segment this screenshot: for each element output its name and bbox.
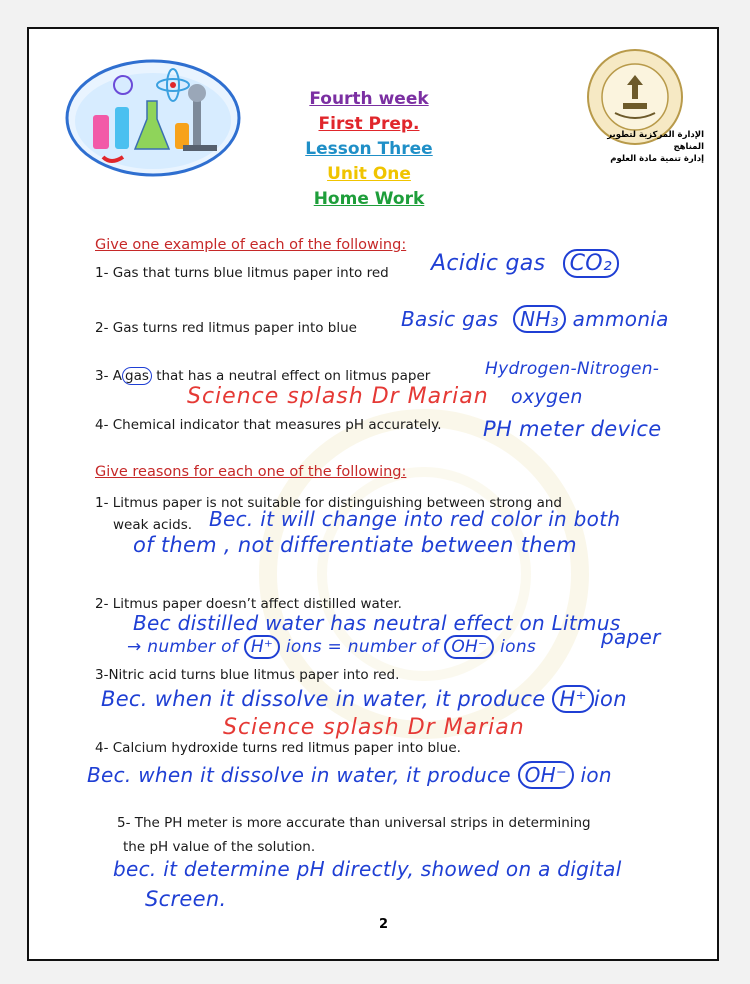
s1-question-3: 3- A gas that has a neutral effect on litmus paper bbox=[95, 368, 431, 384]
header-grade: First Prep. bbox=[318, 114, 420, 134]
header-lesson: Lesson Three bbox=[305, 139, 433, 159]
s2-answer-4: Bec. when it dissolve in water, it produce OH⁻ ion bbox=[87, 763, 612, 787]
s1-answer-3: Hydrogen-Nitrogen- bbox=[485, 359, 660, 379]
science-lab-logo bbox=[63, 57, 243, 179]
s1-answer-1: Acidic gas CO₂ bbox=[431, 251, 619, 276]
s2-answer-2-cont: → number of H⁺ ions = number of OH⁻ ions bbox=[127, 637, 537, 657]
s1-answer-2: Basic gas NH₃ ammonia bbox=[401, 307, 669, 331]
watermark-signature-2: Science splash Dr Marian bbox=[223, 715, 525, 740]
header-unit: Unit One bbox=[327, 164, 411, 184]
s2-answer-1: Bec. it will change into red color in both bbox=[209, 507, 621, 531]
s2-question-3: 3-Nitric acid turns blue litmus paper into red. bbox=[95, 667, 400, 683]
s1-answer-3-cont: oxygen bbox=[511, 386, 583, 408]
page-number: 2 bbox=[379, 917, 389, 932]
s2-question-5-cont: the pH value of the solution. bbox=[123, 839, 316, 855]
header-week: Fourth week bbox=[309, 89, 429, 109]
s2-answer-2-paper: paper bbox=[601, 625, 661, 649]
worksheet-page bbox=[27, 27, 719, 961]
s2-answer-5: bec. it determine pH directly, showed on a digital bbox=[113, 857, 622, 881]
s1-question-1: 1- Gas that turns blue litmus paper into red bbox=[95, 265, 389, 281]
s2-answer-3: Bec. when it dissolve in water, it produce H⁺ ion bbox=[101, 687, 627, 711]
s2-question-5: 5- The PH meter is more accurate than universal strips in determining bbox=[117, 815, 591, 831]
s2-question-4: 4- Calcium hydroxide turns red litmus paper into blue. bbox=[95, 740, 461, 756]
s2-answer-5-cont: Screen. bbox=[145, 887, 227, 911]
s1-question-2: 2- Gas turns red litmus paper into blue bbox=[95, 320, 357, 336]
s2-answer-2: Bec distilled water has neutral effect on Litmus bbox=[133, 611, 621, 635]
header-homework: Home Work bbox=[313, 189, 425, 209]
s2-answer-1-cont: of them , not differentiate between them bbox=[133, 533, 577, 557]
s2-question-1: 1- Litmus paper is not suitable for distinguishing between strong and bbox=[95, 495, 562, 511]
s2-question-1-cont: weak acids. bbox=[113, 517, 193, 533]
section2-title: Give reasons for each one of the following: bbox=[95, 464, 407, 480]
s1-question-4: 4- Chemical indicator that measures pH accurately. bbox=[95, 417, 442, 433]
section1-title: Give one example of each of the following: bbox=[95, 237, 407, 253]
ministry-arabic-text: الإدارة المركزية لتطوير المناهج إدارة تنمية مادة العلوم bbox=[607, 130, 704, 164]
watermark-signature-1: Science splash Dr Marian bbox=[187, 384, 489, 409]
s2-question-2: 2- Litmus paper doesn’t affect distilled water. bbox=[95, 596, 402, 612]
s1-answer-4: PH meter device bbox=[483, 417, 662, 441]
